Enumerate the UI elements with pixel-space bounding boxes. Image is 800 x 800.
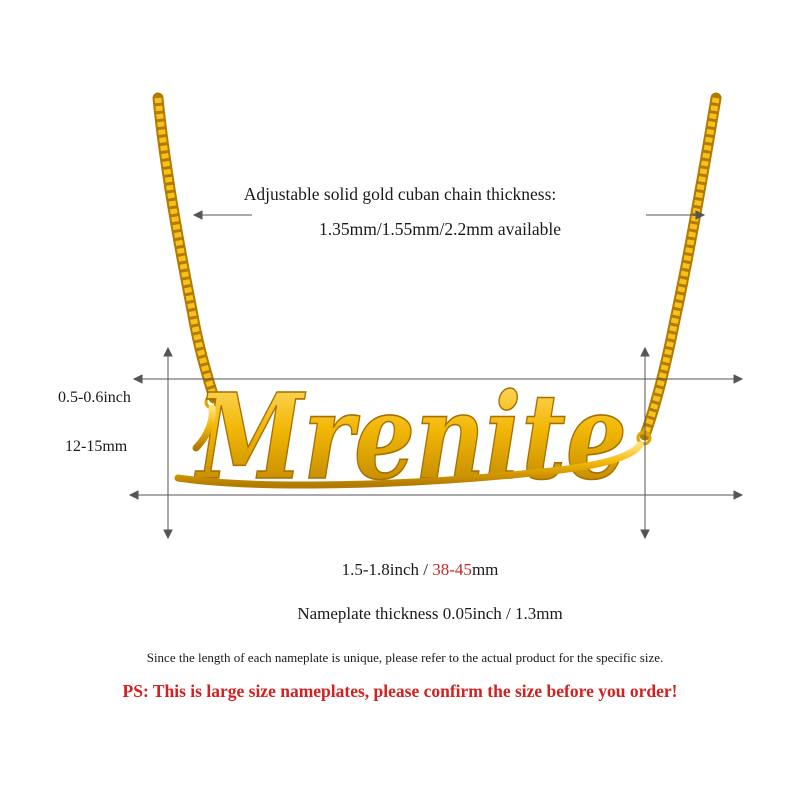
chain-thickness-arrows [194,211,704,219]
width-mm-range: 38-45 [432,560,472,579]
left-chain [158,98,218,408]
chain-thickness-title: Adjustable solid gold cuban chain thickness: [243,184,557,204]
unique-length-note: Since the length of each nameplate is unique, please refer to the actual product for the specific size. [146,650,664,665]
height-mm-label: 12-15mm [65,438,128,455]
nameplate-thickness-label: Nameplate thickness 0.05inch / 1.3mm [297,604,563,623]
right-chain [638,98,716,444]
ps-label: PS: [122,681,149,701]
ps-text: This is large size nameplates, please confirm the size before you order! [152,681,678,701]
chain-thickness-options: 1.35mm/1.55mm/2.2mm available [318,219,562,239]
nameplate [178,367,640,506]
width-label [0,560,800,580]
width-mm-unit: mm [471,560,499,579]
height-inch-label: 0.5-0.6inch [58,389,131,406]
ps-warning [0,681,800,702]
width-inch-label: 1.5-1.8inch / [341,560,429,579]
nameplate-name: Mrenite [193,367,628,506]
